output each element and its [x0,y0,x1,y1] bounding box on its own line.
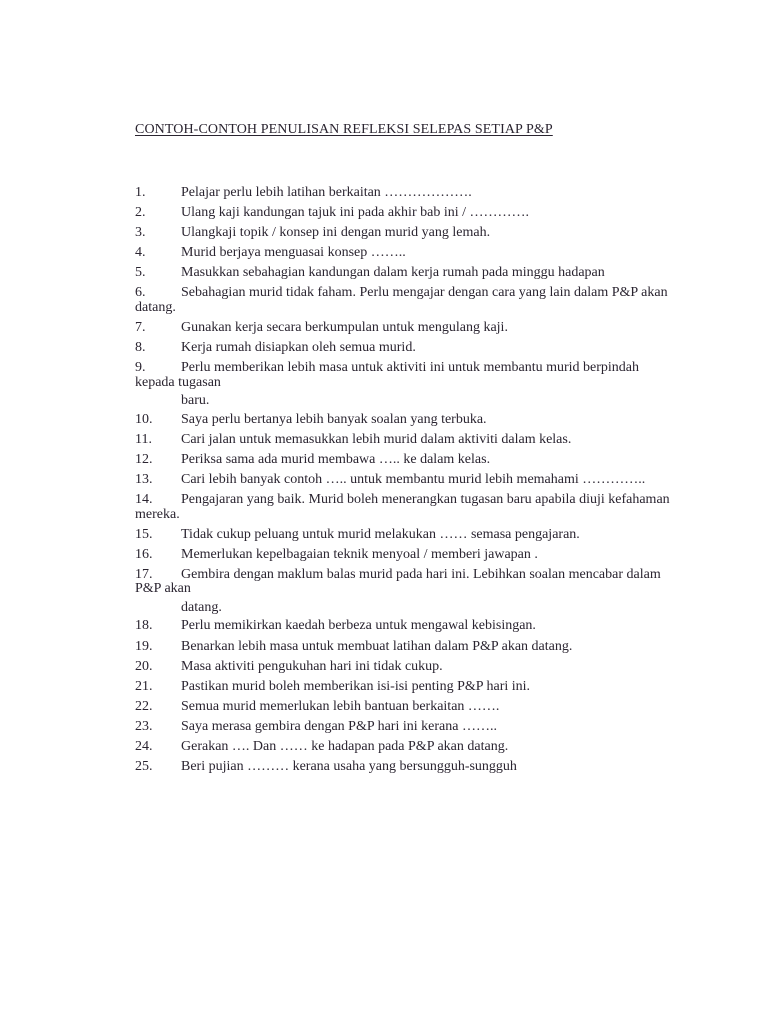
list-item [135,286,675,315]
list-item [135,640,675,655]
list-item-number: 8. [135,340,146,356]
list-item-continuation: datang. [181,599,222,615]
list-item-text: Periksa sama ada murid membawa ….. ke dalam kelas. [181,451,491,467]
list-item-text: Pastikan murid boleh memberikan isi-isi penting P&P hari ini. [181,678,531,694]
list-item-text: Sebahagian murid tidak faham. Perlu mengajar dengan cara yang lain dalam P&P akan datang. [135,285,668,315]
list-item-number: 2. [135,205,146,221]
list-item-continuation: baru. [181,393,210,409]
list-item [135,433,675,448]
list-item-number: 1. [135,185,146,200]
list-item [135,473,675,488]
list-item [135,246,675,261]
list-item [135,680,675,695]
list-item [135,413,675,428]
list-item-text: Masa aktiviti pengukuhan hari ini tidak cukup. [181,658,443,674]
document-title: CONTOH-CONTOH PENULISAN REFLEKSI SELEPAS SETIAP P&P [135,122,553,137]
list-item-text: Cari jalan untuk memasukkan lebih murid dalam aktiviti dalam kelas. [181,431,572,447]
list-item-text: Beri pujian ……… kerana usaha yang bersungguh-sungguh [181,759,517,775]
list-item-number: 3. [135,225,146,241]
list-item-text: Murid berjaya menguasai konsep …….. [181,245,406,261]
list-item-number: 24. [135,738,153,754]
list-item-number: 22. [135,698,153,714]
list-item [135,361,675,409]
reflection-list [135,186,675,780]
list-item [135,740,675,755]
list-item-text: Tidak cukup peluang untuk murid melakukan …… semasa pengajaran. [181,526,580,542]
list-item-text: Memerlukan kepelbagaian teknik menyoal / memberi jawapan . [181,546,538,562]
list-item-text: Saya perlu bertanya lebih banyak soalan yang terbuka. [181,411,487,427]
list-item [135,266,675,281]
list-item [135,568,675,616]
list-item-text: Benarkan lebih masa untuk membuat latihan dalam P&P akan datang. [181,638,573,654]
list-item-text: Gunakan kerja secara berkumpulan untuk mengulang kaji. [181,320,508,336]
list-item [135,226,675,241]
list-item [135,206,675,221]
list-item-number: 9. [135,360,146,376]
list-item-text: Perlu memberikan lebih masa untuk aktiviti ini untuk membantu murid berpindah kepada tugasan [135,360,640,390]
list-item-number: 12. [135,451,153,467]
list-item-number: 13. [135,472,153,488]
list-item-number: 18. [135,618,153,634]
list-item [135,700,675,715]
list-item-number: 19. [135,638,153,654]
list-item-number: 17. [135,566,153,582]
list-item-text: Saya merasa gembira dengan P&P hari ini kerana …….. [181,718,497,734]
list-item-number: 16. [135,546,153,562]
list-item [135,720,675,735]
list-item-text: Ulangkaji topik / konsep ini dengan murid yang lemah. [181,225,491,241]
list-item [135,341,675,356]
list-item [135,548,675,563]
list-item [135,186,675,201]
list-item-number: 14. [135,492,153,508]
list-item-text: Kerja rumah disiapkan oleh semua murid. [181,340,416,356]
list-item-number: 21. [135,678,153,694]
list-item [135,493,675,522]
list-item-number: 25. [135,759,153,775]
list-item-text: Pengajaran yang baik. Murid boleh menerangkan tugasan baru apabila diuji kefahaman mereka. [135,492,670,522]
list-item-number: 4. [135,245,146,261]
list-item-number: 10. [135,411,153,427]
list-item-text: Pelajar perlu lebih latihan berkaitan ………………. [181,185,472,200]
list-item [135,528,675,543]
list-item-text: Gerakan …. Dan …… ke hadapan pada P&P akan datang. [181,738,509,754]
list-item-text: Masukkan sebahagian kandungan dalam kerja rumah pada minggu hadapan [181,265,605,281]
list-item-text: Gembira dengan maklum balas murid pada hari ini. Lebihkan soalan mencabar dalam P&P akan [135,566,661,597]
list-item-number: 11. [135,431,152,447]
list-item-text: Perlu memikirkan kaedah berbeza untuk mengawal kebisingan. [181,618,536,634]
list-item [135,660,675,675]
list-item-number: 23. [135,718,153,734]
list-item-text: Ulang kaji kandungan tajuk ini pada akhir bab ini / …………. [181,205,529,221]
list-item-number: 15. [135,526,153,542]
list-item-text: Cari lebih banyak contoh ….. untuk membantu murid lebih memahami ………….. [181,472,646,488]
list-item [135,321,675,336]
list-item-number: 6. [135,285,146,301]
list-item-number: 7. [135,320,146,336]
list-item [135,619,675,634]
list-item-number: 5. [135,265,146,281]
list-item [135,453,675,468]
list-item [135,760,675,775]
list-item-text: Semua murid memerlukan lebih bantuan berkaitan ……. [181,698,500,714]
list-item-number: 20. [135,658,153,674]
